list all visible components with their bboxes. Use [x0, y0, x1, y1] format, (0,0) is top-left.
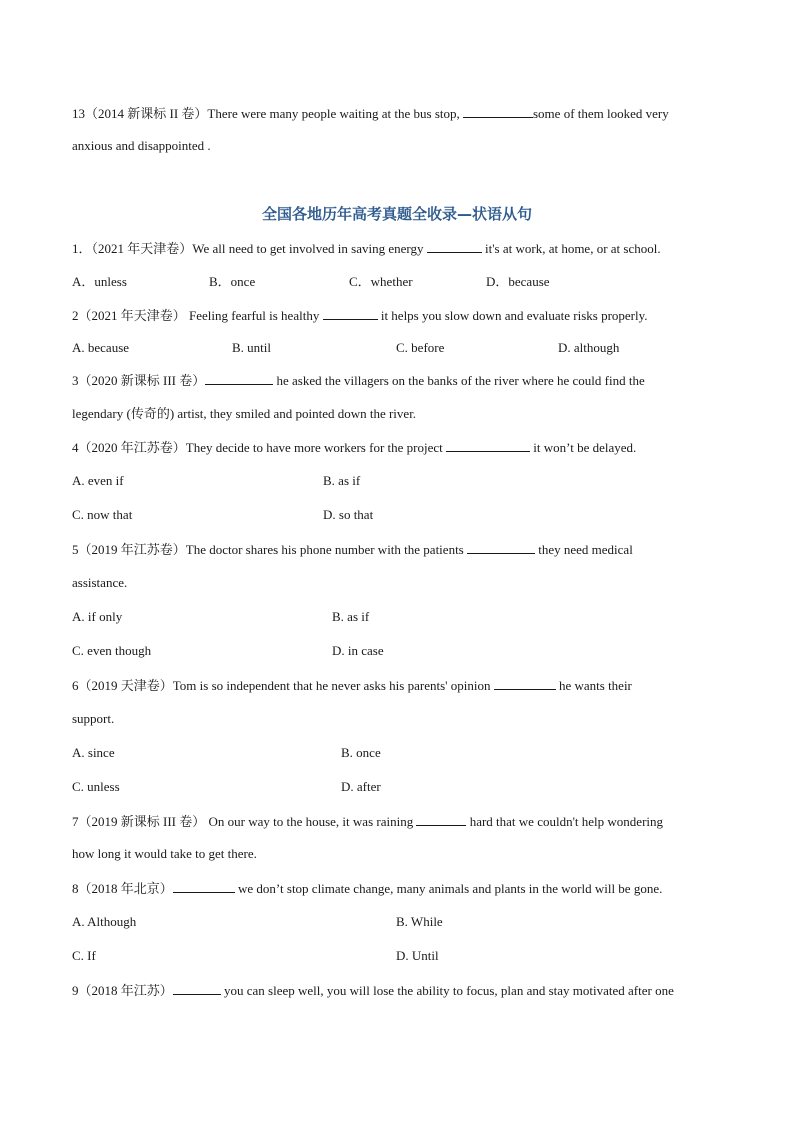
answer-blank	[463, 104, 533, 118]
question-5-option-d: D. in case	[332, 643, 384, 658]
question-8-option-a: A. Although	[72, 914, 137, 929]
question-13-stem-start: 13（2014 新课标 II 卷）There were many people waiting at the bus stop,	[72, 106, 463, 121]
question-2-stem-end: it helps you slow down and evaluate risks properly.	[377, 308, 648, 323]
question-4-option-c: C. now that	[72, 507, 133, 522]
question-7-stem-start: 7（2019 新课标 III 卷） On our way to the house, it was raining	[72, 814, 417, 829]
question-13-stem-end: some of them looked very	[533, 106, 669, 121]
question-6-stem-start: 6（2019 天津卷）Tom is so independent that he never asks his parents' opinion	[72, 678, 494, 693]
question-2-stem-start: 2（2021 年天津卷） Feeling fearful is healthy	[72, 308, 323, 323]
question-2-option-b: B. until	[232, 340, 272, 355]
question-8-option-d: D. Until	[396, 948, 439, 963]
question-4-stem	[72, 438, 636, 457]
question-9-stem-end: you can sleep well, you will lose the ability to focus, plan and stay motivated after one	[220, 983, 674, 998]
question-3-stem	[72, 371, 645, 390]
question-1-option-b: B．once	[209, 274, 256, 289]
answer-blank	[494, 676, 556, 690]
question-8-stem-start: 8（2018 年北京）	[72, 881, 173, 896]
document-page	[72, 0, 722, 1123]
question-6-option-b: B. once	[341, 745, 381, 760]
question-13-line-2: anxious and disappointed .	[72, 138, 211, 153]
question-7-stem-end: hard that we couldn't help wondering	[466, 814, 664, 829]
question-5-line-2: assistance.	[72, 575, 128, 590]
question-4-option-d: D. so that	[323, 507, 374, 522]
question-5-option-b: B. as if	[332, 609, 370, 624]
question-4-option-b: B. as if	[323, 473, 361, 488]
question-5-option-a: A. if only	[72, 609, 123, 624]
answer-blank	[416, 812, 466, 826]
question-6-option-d: D. after	[341, 779, 381, 794]
question-4-option-a: A. even if	[72, 473, 124, 488]
question-2-stem	[72, 306, 648, 325]
question-5-stem-start: 5（2019 年江苏卷）The doctor shares his phone number with the patients	[72, 542, 467, 557]
question-6-option-a: A. since	[72, 745, 115, 760]
answer-blank	[323, 306, 378, 320]
question-2-option-c: C. before	[396, 340, 445, 355]
question-8-stem-end: we don’t stop climate change, many animals and plants in the world will be gone.	[234, 881, 663, 896]
question-6-option-c: C. unless	[72, 779, 120, 794]
question-2-option-d: D. although	[558, 340, 620, 355]
answer-blank	[173, 981, 221, 995]
question-1-option-a: A．unless	[72, 274, 127, 289]
answer-blank	[173, 879, 235, 893]
question-3-line-2: legendary (传奇的) artist, they smiled and pointed down the river.	[72, 406, 417, 421]
question-6-line-2: support.	[72, 711, 115, 726]
question-9-stem	[72, 981, 674, 1000]
question-3-stem-end: he asked the villagers on the banks of the river where he could find the	[273, 373, 645, 388]
question-5-option-c: C. even though	[72, 643, 152, 658]
question-7-stem	[72, 812, 663, 831]
question-1-stem-start: 1．（2021 年天津卷）We all need to get involved in saving energy	[72, 241, 427, 256]
question-1-stem	[72, 239, 661, 258]
question-4-stem-start: 4（2020 年江苏卷）They decide to have more workers for the project	[72, 440, 447, 455]
question-13-line-1	[72, 104, 669, 123]
question-8-option-b: B. While	[396, 914, 443, 929]
answer-blank	[205, 371, 273, 385]
answer-blank	[446, 438, 530, 452]
question-9-stem-start: 9（2018 年江苏）	[72, 983, 173, 998]
answer-blank	[467, 540, 535, 554]
question-4-stem-end: it won’t be delayed.	[530, 440, 637, 455]
question-8-stem	[72, 879, 662, 898]
question-2-option-a: A. because	[72, 340, 130, 355]
question-5-stem	[72, 540, 633, 559]
question-8-option-c: C. If	[72, 948, 96, 963]
answer-blank	[427, 239, 482, 253]
question-5-stem-end: they need medical	[535, 542, 633, 557]
question-6-stem-end: he wants their	[555, 678, 632, 693]
question-1-stem-end: it's at work, at home, or at school.	[481, 241, 661, 256]
question-1-option-c: C．whether	[349, 274, 413, 289]
question-1-option-d: D．because	[486, 274, 550, 289]
section-title: 全国各地历年高考真题全收录—状语从句	[261, 205, 532, 223]
question-6-stem	[72, 676, 632, 695]
question-3-stem-start: 3（2020 新课标 III 卷）	[72, 373, 206, 388]
question-7-line-2: how long it would take to get there.	[72, 846, 257, 861]
